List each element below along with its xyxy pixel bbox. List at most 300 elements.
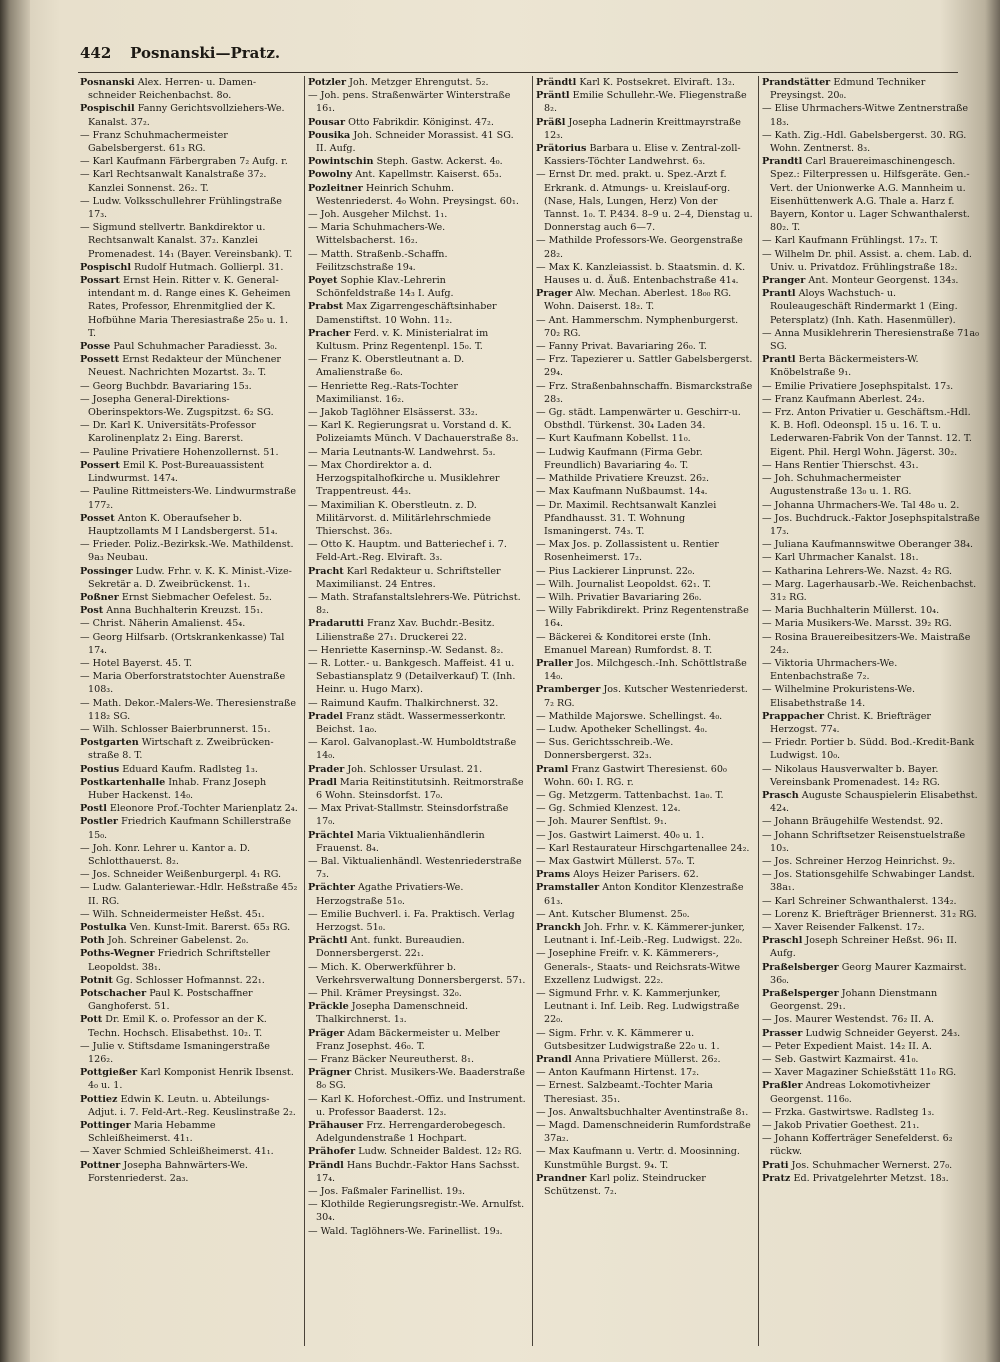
entry-surname: Prändtl: [536, 77, 577, 88]
entry-details: Friedrich Schriftsteller Leopoldst. 38₁.: [88, 948, 271, 973]
directory-entry: [536, 1119, 754, 1145]
directory-entry: [80, 485, 298, 511]
entry-details: — Christ. Näherin Amalienst. 45₄.: [80, 618, 246, 630]
entry-details: Ven. Kunst-Imit. Barerst. 65₃ RG.: [129, 922, 291, 933]
directory-entry: [80, 868, 298, 881]
directory-entry: [536, 881, 754, 907]
entry-surname: Pradarutti: [308, 618, 364, 630]
directory-entry: [762, 789, 980, 815]
directory-entry: [762, 406, 980, 459]
directory-entry: [536, 855, 754, 868]
directory-entry: [536, 1053, 754, 1066]
directory-entry: [80, 129, 298, 155]
entry-surname: Prager: [536, 288, 573, 300]
entry-details: — Kath. Zig.-Hdl. Gabelsbergerst. 30. RG. Wohn. Zentnerst. 8₃.: [762, 129, 967, 155]
entry-details: — Maria Leutnants-W. Landwehrst. 5₃.: [308, 446, 496, 458]
directory-entry: [308, 76, 526, 89]
entry-details: — Xaver Magaziner Schießstätt 11₀ RG.: [762, 1067, 957, 1079]
directory-entry: [80, 1145, 298, 1158]
directory-entry: [762, 393, 980, 406]
entry-surname: Präntl: [536, 90, 570, 102]
entry-details: — Ludw. Volksschullehrer Frühlingstraße 17₃.: [80, 195, 282, 221]
entry-details: — Fanny Privat. Bavariaring 26₀. T.: [536, 341, 707, 353]
directory-entry: [80, 723, 298, 736]
entry-details: — Ludw. Apotheker Schellingst. 4₀.: [536, 723, 708, 735]
entry-details: — Frz. Anton Privatier u. Geschäftsm.-Hdl. K. B. Hofl. Odeonspl. 15 u. 16. T. u. Lederwaren-Fabrik Von der Tannst. 12. T. Eigent. Phil. Hergl Wohn. Jägerst. 30₂.: [762, 407, 972, 458]
directory-entry: [536, 908, 754, 921]
directory-entry: [308, 908, 526, 934]
directory-entry: [80, 947, 298, 973]
entry-details: — Max Privat-Stallmstr. Steinsdorfstraße 17₀.: [308, 803, 509, 828]
entry-details: Gg. Schlosser Hofmannst. 22₁.: [115, 974, 265, 986]
directory-entry: [762, 1106, 980, 1119]
directory-entry: [308, 300, 526, 326]
directory-entry: [308, 987, 526, 1000]
directory-entry: [762, 499, 980, 512]
directory-entry: [536, 987, 754, 1027]
directory-entry: [80, 697, 298, 723]
directory-entry: [308, 1185, 526, 1198]
entry-details: — Gg. Schmied Klenzest. 12₄.: [536, 803, 681, 815]
entry-details: — Joh. Ausgeher Milchst. 1₁.: [308, 209, 448, 221]
directory-entry: [308, 116, 526, 129]
entry-details: — Johanna Uhrmachers-We. Tal 48₀ u. 2.: [762, 499, 960, 511]
entry-details: — Frieder. Poliz.-Bezirksk.-We. Mathildenst. 9a₃ Neubau.: [80, 539, 294, 564]
directory-entry: [308, 459, 526, 499]
directory-entry: [762, 287, 980, 327]
directory-entry: [308, 881, 526, 907]
directory-entry: [762, 234, 980, 247]
entry-details: — Max Kaufmann u. Vertr. d. Moosinning. Kunstmühle Burgst. 9₄. T.: [536, 1146, 740, 1171]
entry-details: Anton K. Oberaufseher b. Hauptzollamts M I Landsbergerst. 51₄.: [88, 512, 278, 537]
directory-entry: [536, 1145, 754, 1171]
entry-details: Heinrich Schuhm. Westenriederst. 4₀ Wohn. Preysingst. 60₁.: [316, 182, 519, 207]
directory-entry: [308, 591, 526, 617]
directory-entry: [80, 102, 298, 128]
entry-surname: Prabst: [308, 301, 344, 313]
directory-entry: [80, 340, 298, 353]
entry-details: — Ant. Kutscher Blumenst. 25₀.: [536, 908, 690, 920]
directory-entry: [80, 76, 298, 102]
directory-entry: [762, 868, 980, 894]
entry-details: Steph. Gastw. Ackerst. 4₀.: [376, 156, 503, 168]
entry-surname: Praßelsperger: [762, 988, 839, 1000]
directory-entry: [762, 815, 980, 828]
directory-entry: [308, 380, 526, 406]
directory-entry: [308, 182, 526, 208]
entry-surname: Prandl: [536, 1054, 572, 1066]
entry-details: — Math. Dekor.-Malers-We. Theresienstraße 118₂ SG.: [80, 697, 297, 722]
directory-entry: [536, 446, 754, 472]
entry-details: — Klothilde Regierungsregistr.-We. Arnulfst. 30₄.: [308, 1199, 525, 1224]
directory-entry: [80, 881, 298, 907]
directory-entry: [308, 353, 526, 379]
directory-entry: [308, 129, 526, 155]
entry-surname: Prasser: [762, 1027, 803, 1039]
entry-details: — Ant. Hammerschm. Nymphenburgerst. 70₂ RG.: [536, 314, 739, 339]
entry-details: Karl K. Postsekret. Elviraft. 13₂.: [579, 77, 735, 88]
entry-surname: Praller: [536, 657, 573, 669]
entry-details: Rudolf Hutmach. Gollierpl. 31.: [134, 261, 284, 273]
directory-entry: [80, 221, 298, 261]
entry-details: — Mathilde Privatiere Kreuzst. 26₂.: [536, 473, 710, 485]
directory-entry: [762, 604, 980, 617]
directory-entry: [762, 472, 980, 498]
directory-entry: [80, 842, 298, 868]
entry-surname: Postkartenhalle: [80, 776, 166, 788]
entry-surname: Präckle: [308, 1001, 349, 1013]
directory-entry: [80, 604, 298, 617]
entry-details: Johann Dienstmann Georgenst. 29₁.: [770, 988, 938, 1013]
entry-details: — Bal. Viktualienhändl. Westenriederstraße 7₃.: [308, 855, 522, 881]
entry-details: — Emilie Privatiere Josephspitalst. 17₃.: [762, 380, 954, 392]
directory-entry: [80, 617, 298, 630]
directory-entry: [536, 763, 754, 789]
entry-surname: Possinger: [80, 565, 133, 577]
directory-entry: [308, 419, 526, 445]
directory-entry: [80, 1159, 298, 1185]
entry-details: Karl poliz. Steindrucker Schützenst. 7₂.: [544, 1172, 706, 1198]
directory-entry: [536, 736, 754, 762]
directory-entry: [536, 89, 754, 115]
directory-entry: [308, 327, 526, 353]
directory-entry: [762, 1013, 980, 1026]
directory-entry: [536, 261, 754, 287]
directory-entry: [536, 353, 754, 379]
entry-surname: Praßelsberger: [762, 961, 839, 973]
directory-entry: [762, 565, 980, 578]
entry-details: — Jos. Anwaltsbuchhalter Aventinstraße 8₁.: [536, 1106, 749, 1118]
directory-entry: [762, 578, 980, 604]
directory-entry: [308, 736, 526, 762]
directory-entry: [762, 736, 980, 762]
entry-details: — Frzka. Gastwirtswe. Radlsteg 1₃.: [762, 1106, 935, 1118]
entry-surname: Postulka: [80, 922, 127, 933]
directory-entry: [536, 657, 754, 683]
entry-details: — Ludw. Galanteriewar.-Hdlr. Heßstraße 45₂ II. RG.: [80, 882, 298, 907]
directory-entry: [762, 961, 980, 987]
entry-details: Franz Xav. Buchdr.-Besitz. Lilienstraße 27₁. Druckerei 22.: [316, 618, 495, 643]
entry-surname: Pracher: [308, 327, 351, 339]
entry-details: — Phil. Krämer Preysingst. 32₀.: [308, 988, 462, 1000]
entry-details: — Max Kaufmann Nußbaumst. 14₄.: [536, 486, 708, 498]
directory-column-3: [536, 76, 754, 1346]
directory-entry: [80, 776, 298, 802]
directory-entry: [308, 657, 526, 697]
entry-details: Ernst Redakteur der Münchener Neuest. Nachrichten Mozartst. 3₂. T.: [88, 354, 282, 379]
directory-entry: [536, 815, 754, 828]
entry-details: — Karl K. Hoforchest.-Offiz. und Instrument. u. Professor Baaderst. 12₃.: [308, 1093, 526, 1118]
directory-entry: [536, 406, 754, 432]
directory-entry: [80, 565, 298, 591]
directory-entry: [80, 987, 298, 1013]
entry-details: Adam Bäckermeister u. Melber Franz Josephst. 46₀. T.: [316, 1027, 500, 1052]
entry-details: Paul Schuhmacher Paradiesst. 3₀.: [113, 341, 278, 353]
directory-entry: [308, 1066, 526, 1092]
entry-details: Ernst Hein. Ritter v. K. General-intendant m. d. Range eines K. Geheimen Rates, Professor, Ehrenmitglied der K. Hofbühne Maria Theresiastraße 25₀ u. 1. T.: [88, 275, 291, 339]
directory-entry: [308, 802, 526, 828]
entry-details: — Johann Schriftsetzer Reisenstuelstraße 10₃.: [762, 829, 966, 854]
entry-details: — Ernst Dr. med. prakt. u. Spez.-Arzt f. Erkrank. d. Atmungs- u. Kreislauf-org. (Nase, Hals, Lungen, Herz) Von der Tannst. 1₀. T. P.434. 8–9 u. 2–4, Dienstag u. Donnerstag auch 6—7.: [536, 169, 753, 234]
directory-entry: [80, 934, 298, 947]
directory-entry: [308, 565, 526, 591]
entry-details: — Mathilde Majorswe. Schellingst. 4₀.: [536, 710, 723, 722]
running-head: Posnanski—Pratz.: [130, 44, 281, 62]
directory-entry: [536, 1106, 754, 1119]
directory-entry: [80, 908, 298, 921]
entry-surname: Pott: [80, 1014, 103, 1026]
directory-entry: [762, 657, 980, 683]
entry-details: — Otto K. Hauptm. und Batteriechef i. 7. Feld-Art.-Reg. Elviraft. 3₃.: [308, 539, 507, 564]
entry-details: Frz. Herrengarderobegesch. Adelgundenstraße 1 Hochpart.: [316, 1120, 506, 1145]
directory-entry: [536, 234, 754, 260]
entry-details: — Viktoria Uhrmachers-We. Entenbachstraße 7₂.: [762, 657, 898, 683]
entry-details: — Wilh. Schneidermeister Heßst. 45₁.: [80, 908, 265, 920]
directory-entry: [80, 261, 298, 274]
directory-entry: [80, 1066, 298, 1092]
entry-surname: Poths-Wegner: [80, 948, 155, 960]
entry-details: Franz Gastwirt Theresienst. 60₀ Wohn. 60₁ I. RG. r.: [544, 763, 727, 788]
entry-details: Karl Redakteur u. Schriftsteller Maximilianst. 24 Entres.: [316, 565, 501, 590]
directory-entry: [762, 1079, 980, 1105]
directory-entry: [308, 776, 526, 802]
entry-details: — Jakob Taglöhner Elsässerst. 33₂.: [308, 407, 478, 419]
entry-surname: Prandstätter: [762, 77, 831, 88]
directory-entry: [762, 380, 980, 393]
entry-details: — Ernest. Salzbeamt.-Tochter Maria Theresiast. 35₁.: [536, 1080, 713, 1105]
entry-surname: Praml: [536, 763, 569, 775]
entry-surname: Postgarten: [80, 737, 139, 749]
page-number: 442: [80, 44, 112, 62]
entry-details: — Magd. Damenschneiderin Rumfordstraße 37a₂.: [536, 1120, 751, 1145]
entry-details: Franz städt. Wassermesserkontr. Beichst. 1a₀.: [316, 710, 506, 735]
entry-details: Anton Konditor Klenzestraße 61₃.: [544, 882, 744, 907]
entry-details: — Joh. Schuhmachermeister Augustenstraße 13₀ u. 1. RG.: [762, 473, 912, 498]
directory-entry: [80, 1119, 298, 1145]
directory-entry: [308, 1198, 526, 1224]
entry-details: — Math. Strafanstaltslehrers-We. Pütrichst. 8₂.: [308, 591, 521, 617]
directory-entry: [308, 274, 526, 300]
entry-details: — Emilie Buchverl. i. Fa. Praktisch. Verlag Herzogst. 51₀.: [308, 908, 515, 933]
entry-details: — Karl Uhrmacher Kanalst. 18₁.: [762, 552, 919, 564]
directory-entry: [536, 1027, 754, 1053]
directory-entry: [536, 538, 754, 564]
directory-entry: [536, 1172, 754, 1198]
entry-surname: Pottiez: [80, 1093, 118, 1105]
entry-details: — Johann Bräugehilfe Westendst. 92.: [762, 816, 944, 828]
entry-details: — Henriette Kaserninsp.-W. Sedanst. 8₂.: [308, 644, 504, 656]
entry-details: Karl Komponist Henrik Ibsenst. 4₀ u. 1.: [88, 1067, 294, 1092]
entry-details: — Ludwig Kaufmann (Firma Gebr. Freundlich) Bavariaring 4₀. T.: [536, 446, 703, 471]
entry-details: Christ. K. Briefträger Herzogst. 77₄.: [770, 710, 931, 735]
entry-details: Emilie Schullehr.-We. Fliegenstraße 8₂.: [544, 90, 747, 115]
directory-entry: [308, 168, 526, 181]
entry-surname: Posset: [80, 512, 115, 524]
entry-details: Paul K. Postschaffner Ganghoferst. 51.: [88, 988, 253, 1013]
directory-entry: [80, 353, 298, 379]
directory-entry: [536, 1066, 754, 1079]
entry-surname: Pramstaller: [536, 882, 600, 894]
entry-surname: Powintschin: [308, 156, 374, 168]
entry-details: — Wilhelmine Prokuristens-We. Elisabethstraße 14.: [762, 684, 916, 709]
entry-details: — Karl Kaufmann Färbergraben 7₂ Aufg. r.: [80, 156, 288, 168]
directory-entry: [536, 485, 754, 498]
directory-entry: [536, 287, 754, 313]
header-rule: [78, 72, 958, 73]
entry-surname: Pottgießer: [80, 1067, 138, 1079]
entry-surname: Präger: [308, 1027, 345, 1039]
entry-details: — Xaver Schmied Schleißheimerst. 41₁.: [80, 1146, 274, 1158]
directory-entry: [308, 1159, 526, 1185]
entry-surname: Powolny: [308, 169, 353, 181]
directory-entry: [80, 380, 298, 393]
entry-details: — Marg. Lagerhausarb.-We. Reichenbachst. 31₂ RG.: [762, 578, 977, 603]
directory-entry: [308, 1119, 526, 1145]
entry-details: — Franz Schuhmachermeister Gabelsbergerst. 61₃ RG.: [80, 129, 228, 155]
entry-details: Maria Reitinstitutsinh. Reitmorstraße 6 Wohn. Steinsdorfst. 17₀.: [316, 776, 524, 801]
entry-surname: Poth: [80, 935, 105, 947]
directory-entry: [762, 512, 980, 538]
entry-surname: Postl: [80, 803, 107, 815]
entry-surname: Prätorius: [536, 143, 587, 155]
entry-details: — Karl Schreiner Schwanthalerst. 134₂.: [762, 895, 957, 907]
entry-surname: Potnit: [80, 974, 113, 986]
directory-entry: [308, 248, 526, 274]
directory-entry: [80, 446, 298, 459]
entry-details: Anna Buchhalterin Kreuzst. 15₁.: [106, 605, 264, 617]
entry-details: Berta Bäckermeisters-W. Knöbelstraße 9₁.: [770, 354, 919, 379]
entry-surname: Praßler: [762, 1080, 803, 1092]
directory-entry: [762, 1119, 980, 1132]
book-gutter-shadow: [0, 0, 30, 1362]
directory-entry: [80, 155, 298, 168]
entry-details: Eduard Kaufm. Radlsteg 1₃.: [122, 763, 258, 775]
entry-surname: Postius: [80, 763, 120, 775]
entry-details: — Kurt Kaufmann Kobellst. 11₀.: [536, 433, 691, 445]
directory-entry: [308, 1225, 526, 1238]
entry-details: — Dr. Maximil. Rechtsanwalt Kanzlei Pfandhausst. 31. T. Wohnung Ismaningerst. 74₃. T.: [536, 499, 717, 537]
entry-details: — Mathilde Professors-We. Georgenstraße 28₂.: [536, 235, 743, 260]
entry-surname: Prändl: [308, 1159, 344, 1171]
entry-details: Eleonore Prof.-Tochter Marienplatz 2₄.: [109, 803, 298, 815]
directory-entry: [762, 895, 980, 908]
entry-details: — Karol. Galvanoplast.-W. Humboldtstraße 14₀.: [308, 737, 517, 762]
entry-details: — Willy Fabrikdirekt. Prinz Regentenstraße 16₄.: [536, 605, 749, 630]
entry-details: — Rosina Brauereibesitzers-We. Maistraße 24₂.: [762, 631, 971, 656]
entry-details: Alex. Herren- u. Damen-schneider Reichenbachst. 8o.: [88, 77, 257, 102]
entry-details: — Max Jos. p. Zollassistent u. Rentier Rosenheimerst. 17₂.: [536, 539, 719, 564]
directory-entry: [762, 1172, 980, 1185]
entry-details: Sophie Klav.-Lehrerin Schönfeldstraße 14₃ I. Aufg.: [316, 275, 454, 300]
entry-details: Ludwig Schneider Geyerst. 24₃.: [805, 1027, 961, 1039]
entry-surname: Pousar: [308, 116, 346, 128]
entry-details: Maria Viktualienhändlerin Frauenst. 8₄.: [316, 829, 485, 854]
entry-details: — Jos. Stationsgehilfe Schwabinger Landst. 38a₁.: [762, 869, 975, 894]
directory-entry: [536, 591, 754, 604]
entry-details: — Jos. Gastwirt Laimerst. 40₀ u. 1.: [536, 829, 705, 841]
directory-entry: [80, 631, 298, 657]
directory-entry: [536, 565, 754, 578]
directory-entry: [536, 168, 754, 234]
entry-details: Josepha Bahnwärters-We. Forstenriederst. 2a₃.: [88, 1159, 248, 1184]
entry-details: — Georg Buchbdr. Bavariaring 15₃.: [80, 380, 252, 392]
entry-surname: Pospischil: [80, 103, 135, 115]
directory-entry: [80, 512, 298, 538]
entry-surname: Potschacher: [80, 988, 147, 1000]
directory-entry: [536, 432, 754, 445]
directory-entry: [762, 829, 980, 855]
entry-surname: Prasch: [762, 789, 799, 801]
entry-details: — Franz Bäcker Neureutherst. 8₁.: [308, 1054, 475, 1066]
entry-details: — Matth. Straßenb.-Schaffn. Feilitzschstraße 19₄.: [308, 248, 448, 273]
entry-details: — Seb. Gastwirt Kazmairst. 41₀.: [762, 1054, 919, 1066]
directory-entry: [536, 76, 754, 89]
column-divider: [758, 76, 759, 1346]
entry-details: Agathe Privatiers-We. Herzogstraße 51₀.: [316, 882, 464, 907]
entry-details: Ed. Privatgelehrter Metzst. 18₃.: [793, 1172, 949, 1184]
directory-entry: [80, 195, 298, 221]
directory-entry: [536, 578, 754, 591]
directory-column-1: [80, 76, 298, 1346]
directory-entry: [762, 129, 980, 155]
directory-column-2: [308, 76, 526, 1346]
entry-details: Ludw. Schneider Baldest. 12₂ RG.: [358, 1146, 522, 1158]
entry-details: Friedrich Kaufmann Schillerstraße 15₀.: [88, 816, 292, 841]
entry-details: — Max K. Kanzleiassist. b. Staatsmin. d. K. Hauses u. d. Äuß. Entenbachstraße 41₄.: [536, 261, 746, 287]
entry-details: Josepha Ladnerin Kreittmayrstraße 12₃.: [544, 116, 741, 141]
entry-details: — Pauline Rittmeisters-We. Lindwurmstraße 177₂.: [80, 486, 296, 511]
directory-entry: [762, 155, 980, 234]
entry-details: — Hans Rentier Thierschst. 43₁.: [762, 459, 919, 471]
entry-surname: Prächter: [308, 882, 355, 894]
directory-entry: [80, 815, 298, 841]
directory-entry: [762, 538, 980, 551]
entry-surname: Prader: [308, 763, 345, 775]
directory-entry: [762, 76, 980, 102]
entry-surname: Prächtel: [308, 829, 354, 841]
directory-entry: [536, 142, 754, 168]
entry-details: Max Zigarrengeschäftsinhaber Damenstiftst. 10 Wohn. 11₂.: [316, 301, 497, 326]
entry-surname: Praschl: [762, 935, 803, 947]
directory-entry: [536, 499, 754, 539]
entry-surname: Poßner: [80, 591, 119, 603]
entry-surname: Pratz: [762, 1172, 791, 1184]
directory-entry: [308, 1053, 526, 1066]
entry-details: — Maria Oberforstratstochter Auenstraße 108₃.: [80, 671, 286, 696]
entry-details: — Jos. Faßmaler Farinellist. 19₃.: [308, 1186, 466, 1198]
entry-surname: Possart: [80, 275, 120, 287]
column-divider: [304, 76, 305, 1346]
entry-details: — Karl Restaurateur Hirschgartenallee 24₂.: [536, 842, 750, 854]
directory-entry: [536, 340, 754, 353]
entry-details: — Gg. Metzgerm. Tattenbachst. 1a₀. T.: [536, 789, 724, 801]
entry-details: — Friedr. Portier b. Südd. Bod.-Kredit-Bank Ludwigst. 10₀.: [762, 737, 975, 762]
entry-details: Christ. Musikers-We. Baaderstraße 8₀ SG.: [316, 1067, 526, 1092]
entry-details: — Maria Musikers-We. Marsst. 39₂ RG.: [762, 618, 952, 630]
directory-entry: [308, 961, 526, 987]
directory-entry: [308, 499, 526, 539]
directory-entry: [762, 353, 980, 379]
entry-details: Aloys Wachstuch- u. Rouleaugeschäft Rindermarkt 1 (Eing. Petersplatz) (Inh. Kath. Hasenmüller).: [770, 288, 958, 326]
entry-details: — Raimund Kaufm. Thalkirchnerst. 32.: [308, 697, 499, 709]
directory-entry: [762, 987, 980, 1013]
entry-surname: Prandner: [536, 1172, 587, 1184]
directory-entry: [80, 1040, 298, 1066]
directory-entry: [536, 314, 754, 340]
entry-details: — Georg Hilfsarb. (Ortskrankenkasse) Tal 17₄.: [80, 631, 285, 656]
entry-details: Edmund Techniker Preysingst. 20₀.: [770, 77, 926, 102]
entry-details: — Franz Kaufmann Aberlest. 24₂.: [762, 393, 925, 405]
